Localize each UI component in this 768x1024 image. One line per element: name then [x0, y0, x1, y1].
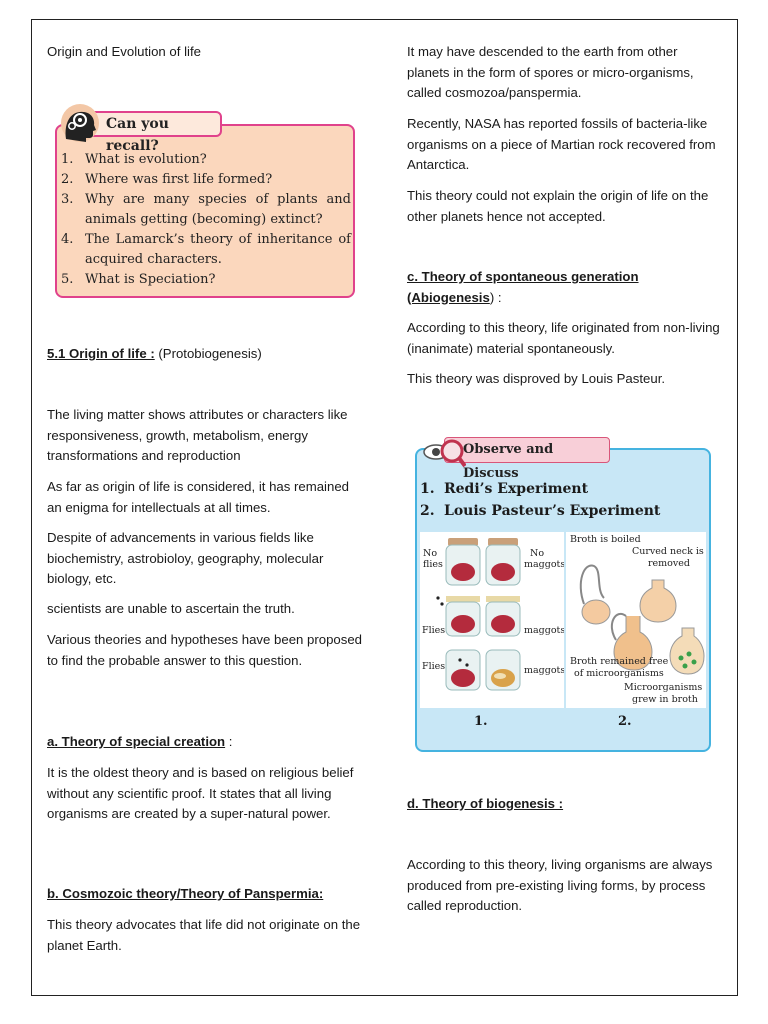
recall-list: [61, 150, 351, 290]
section-5-1-heading: [47, 344, 367, 365]
theory-d-title: d. Theory of biogenesis :: [407, 796, 564, 811]
theory-a-heading: [47, 732, 367, 753]
label-broth-free-2: of microorganisms: [574, 668, 664, 679]
label-micro-grew-2: grew in broth: [632, 694, 698, 705]
figure-2-number: 2.: [618, 714, 632, 729]
section-5-1-title: 5.1 Origin of life :: [47, 346, 155, 361]
theory-c-pasteur: This theory was disproved by Louis Pasteur.: [407, 371, 666, 386]
label-flies-b: Flies: [422, 661, 446, 672]
pasteur-flasks-illustration: [566, 532, 706, 708]
theory-a-text: It is the oldest theory and is based on religious belief without any scientific proof. It states that all living organisms are created by a super-natural power.: [47, 765, 354, 821]
redi-experiment-figure: [420, 532, 564, 708]
jar-row-2: [436, 596, 520, 636]
theory-c-suffix: ) :: [489, 289, 502, 305]
paragraph-theories: Various theories and hypotheses have been proposed to find the probable answer to this question.: [47, 632, 363, 668]
observe-header: [422, 435, 612, 481]
paragraph-descended: It may have descended to the earth from other planets in the form of spores or micro-organisms, called cosmozoa/panspermia.: [407, 44, 694, 100]
recall-item: 5. What is Speciation?: [61, 272, 216, 287]
label-micro-grew-1: Microorganisms: [624, 682, 703, 693]
recall-label: Can you recall?: [88, 111, 222, 137]
theory-a-title: a. Theory of special creation: [47, 734, 226, 749]
label-flies-a: Flies: [422, 625, 446, 636]
theory-b-text: This theory advocates that life did not originate on the planet Earth.: [47, 917, 361, 953]
label-no-maggots-2: maggots: [524, 559, 564, 570]
observe-label: Observe and Discuss: [444, 437, 610, 463]
label-no-flies-2: flies: [423, 559, 443, 570]
theory-c-text: According to this theory, life originated from non-living (inanimate) material spontaneously.: [407, 320, 720, 356]
paragraph-not-accepted: This theory could not explain the origin of life on the other planets hence not accepted.: [407, 188, 709, 224]
paragraph-nasa: Recently, NASA has reported fossils of bacteria-like organisms on a piece of Martian rock recovered from Antarctica.: [407, 116, 716, 172]
recall-item: 2. Where was first life formed?: [61, 172, 273, 187]
thinking-head-icon: [58, 103, 102, 143]
redi-jars-illustration: [420, 532, 564, 708]
jar-row-1: [446, 538, 520, 585]
label-broth-free-1: Broth remained free: [570, 656, 669, 667]
section-5-1-subtitle: (Protobiogenesis): [154, 346, 262, 361]
label-maggots-b: maggots: [524, 665, 564, 676]
label-no-flies-1: No: [423, 548, 438, 559]
theory-c-title-line2: (Abiogenesis: [407, 289, 490, 305]
theory-a-suffix: :: [225, 734, 233, 749]
document-title: Origin and Evolution of life: [47, 44, 201, 59]
recall-box: [55, 124, 355, 298]
observe-item: 1. Redi’s Experiment: [420, 481, 589, 497]
recall-item: 3. Why are many species of plants and animals getting (becoming) extinct?: [61, 192, 351, 227]
jar-row-3: [446, 650, 520, 690]
recall-header: [58, 103, 220, 154]
observe-item: 2. Louis Pasteur’s Experiment: [420, 503, 661, 519]
recall-item: 4. The Lamarck’s theory of inheritance of acquired characters.: [61, 232, 351, 267]
theory-b-title: b. Cosmozoic theory/Theory of Panspermia:: [47, 886, 324, 901]
figure-1-number: 1.: [474, 714, 488, 729]
label-broth-boiled: Broth is boiled: [570, 534, 641, 545]
theory-d-heading: [407, 794, 723, 815]
theory-b-heading: [47, 884, 367, 905]
paragraph-advancements: Despite of advancements in various fields like biochemistry, astrobioloy, geography, molecular biology, etc.: [47, 530, 324, 586]
theory-c-heading: [407, 267, 723, 308]
label-maggots-a: maggots: [524, 625, 564, 636]
recall-item: 1. What is evolution?: [61, 152, 207, 167]
paragraph-enigma: As far as origin of life is considered, it has remained an enigma for intellectuals at all times.: [47, 479, 349, 515]
label-no-maggots-1: No: [530, 548, 545, 559]
label-curved-neck-1: Curved neck is: [632, 546, 704, 557]
theory-c-title-line1: c. Theory of spontaneous generation: [407, 269, 639, 284]
theory-d-text: According to this theory, living organisms are always produced from pre-existing living forms, by process called reproduction.: [407, 857, 713, 913]
observe-list: [420, 478, 660, 522]
paragraph-scientists: scientists are unable to ascertain the truth.: [47, 601, 295, 616]
label-curved-neck-2: removed: [648, 558, 690, 569]
pasteur-experiment-figure: [566, 532, 706, 708]
paragraph-living-matter: The living matter shows attributes or characters like responsiveness, growth, metabolism, energy transformations and reproduction: [47, 407, 348, 463]
magnifier-eye-icon: [422, 435, 466, 469]
